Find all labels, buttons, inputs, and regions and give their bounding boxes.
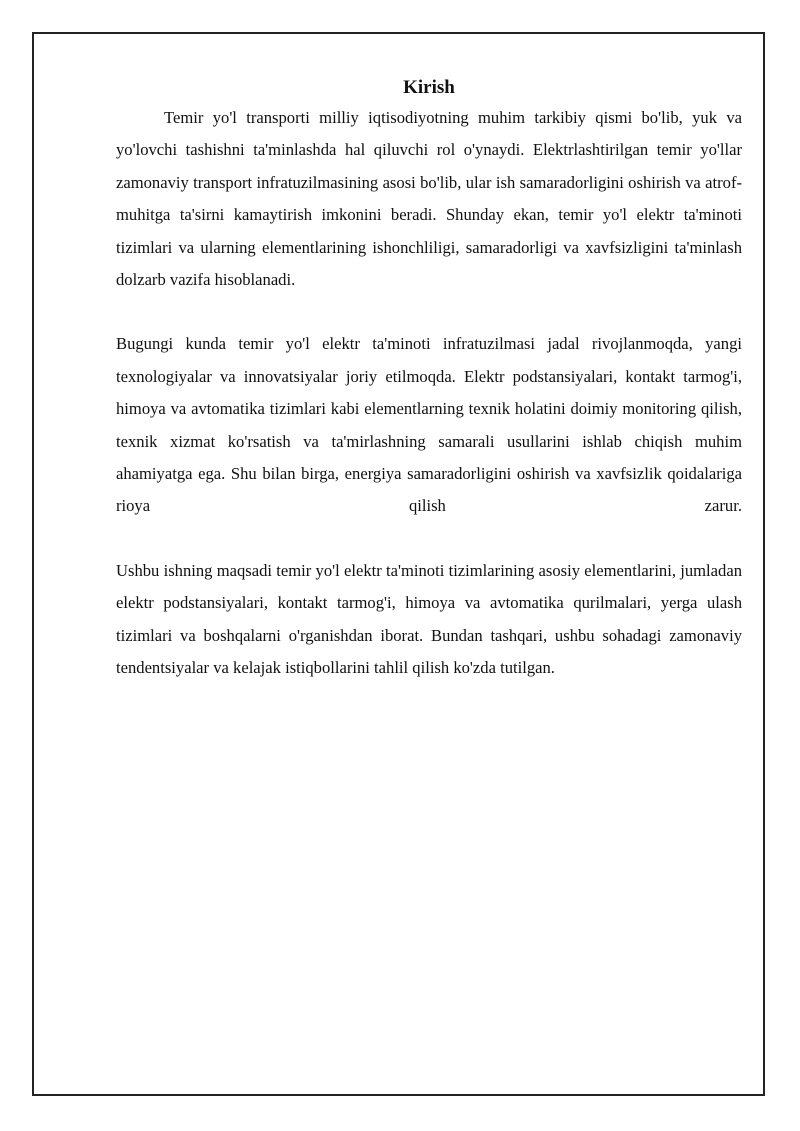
paragraph-current-state: Bugungi kunda temir yo'l elektr ta'minoti infratuzilmasi jadal rivojlanmoqda, yangi texnologiyalar va innovatsiyalar joriy etilmoqda. Elektr podstansiyalari, kontakt tarmog'i, himoya va avtomatika tizimlari kabi elementlarning texnik holatini doimiy monitoring qilish, texnik xizmat ko'rsatish va ta'mirlashning samarali usullarini ishlab chiqish muhim ahamiyatga ega. Shu bilan birga, energiya samaradorligini oshirish va xavfsizlik qoidalariga rioya qilish zarur. [116,334,742,516]
paragraph-spacer [116,523,742,555]
paragraph-spacer [116,296,742,328]
paragraph-goal: Ushbu ishning maqsadi temir yo'l elektr ta'minoti tizimlarining asosiy elementlarini, jumladan elektr podstansiyalari, kontakt tarmog'i, himoya va avtomatika qurilmalari, yerga ulash tizimlari va boshqalarni o'rganishdan iborat. Bundan tashqari, ushbu sohadagi zamonaviy tendentsiyalar va kelajak istiqbollarini tahlil qilish ko'zda tutilgan. [116,560,742,678]
paragraph-intro: Temir yo'l transporti milliy iqtisodiyotning muhim tarkibiy qismi bo'lib, yuk va yo'lovchi tashishni ta'minlashda hal qiluvchi rol o'ynaydi. Elektrlashtirilgan temir yo'llar zamonaviy transport infratuzilmasining asosi bo'lib, ular ish samaradorligini oshirish va atrof-muhitga ta'sirni kamaytirish imkonini beradi. Shunday ekan, temir yo'l elektr ta'minoti tizimlari va ularning elementlarining ishonchliligi, samaradorligi va xavfsizligini ta'minlash dolzarb vazifa hisoblanadi. [116,108,742,290]
document-body [116,74,742,685]
page-title: Kirish [403,77,455,98]
